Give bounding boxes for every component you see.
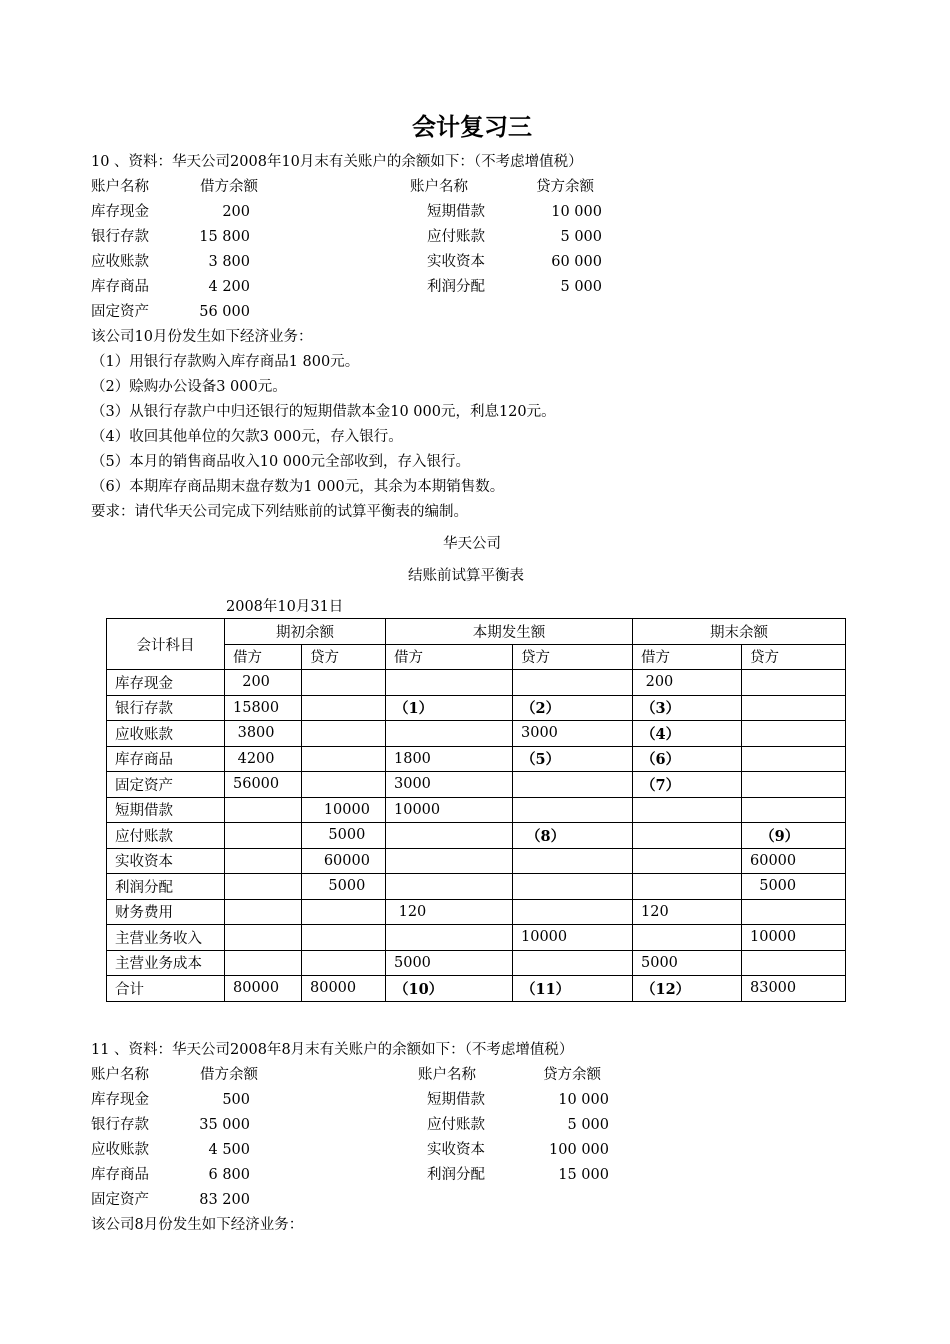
amount-cell: （7）	[633, 772, 742, 798]
q11-credit-amount: 10 000	[558, 1092, 609, 1108]
q10-transaction: （3）从银行存款户中归还银行的短期借款本金10 000元，利息120元。	[91, 404, 556, 420]
table-row	[107, 746, 846, 772]
q11-business-intro: 该公司8月份发生如下经济业务：	[91, 1217, 304, 1233]
q10-credit-name: 实收资本	[427, 254, 485, 270]
q10-credit-name: 短期借款	[427, 204, 485, 220]
amount-cell	[302, 925, 386, 951]
q11-credit-amount: 5 000	[567, 1117, 609, 1133]
q11-left-header-amount: 借方余额	[200, 1067, 258, 1083]
amount-cell	[386, 670, 513, 696]
amount-cell	[225, 950, 302, 976]
q10-transaction: （4）收回其他单位的欠款3 000元，存入银行。	[91, 429, 403, 445]
q10-requirement: 要求：请代华天公司完成下列结账前的试算平衡表的编制。	[91, 504, 468, 520]
account-name-cell: 短期借款	[107, 797, 225, 823]
amount-cell: 3000	[386, 772, 513, 798]
q11-debit-amount: 6 800	[208, 1167, 250, 1183]
amount-cell	[386, 848, 513, 874]
q10-intro: 10 、资料：华天公司2008年10月末有关账户的余额如下：（不考虑增值税）	[91, 154, 583, 170]
amount-cell: 3800	[225, 721, 302, 747]
amount-cell	[742, 950, 846, 976]
q11-intro: 11 、资料：华天公司2008年8月末有关账户的余额如下：（不考虑增值税）	[91, 1042, 574, 1058]
amount-cell	[225, 899, 302, 925]
q11-credit-amount: 100 000	[549, 1142, 609, 1158]
q10-transaction: （6）本期库存商品期末盘存数为1 000元，其余为本期销售数。	[91, 479, 505, 495]
amount-cell: 5000	[302, 874, 386, 900]
table-row	[107, 899, 846, 925]
q10-credit-amount: 60 000	[551, 254, 602, 270]
page-title: 会计复习三	[412, 113, 532, 141]
amount-cell: 60000	[302, 848, 386, 874]
amount-cell	[633, 848, 742, 874]
q10-credit-name: 应付账款	[427, 229, 485, 245]
q10-debit-amount: 200	[222, 204, 250, 220]
q11-credit-name: 应付账款	[427, 1117, 485, 1133]
amount-cell: 80000	[302, 976, 386, 1002]
table-row	[107, 721, 846, 747]
amount-cell: 15800	[225, 695, 302, 721]
amount-cell: （3）	[633, 695, 742, 721]
sub-header-credit: 贷方	[302, 644, 386, 670]
amount-cell: 4200	[225, 746, 302, 772]
table-row	[107, 950, 846, 976]
q10-right-header-name: 账户名称	[410, 179, 468, 195]
q11-debit-name: 固定资产	[91, 1192, 149, 1208]
q10-debit-amount: 3 800	[208, 254, 250, 270]
q10-debit-amount: 4 200	[208, 279, 250, 295]
amount-cell: 10000	[742, 925, 846, 951]
amount-cell	[742, 670, 846, 696]
amount-cell	[633, 925, 742, 951]
q10-left-header-name: 账户名称	[91, 179, 149, 195]
q10-debit-name: 库存商品	[91, 279, 149, 295]
sub-header-credit: 贷方	[742, 644, 846, 670]
amount-cell: 80000	[225, 976, 302, 1002]
table-row	[107, 848, 846, 874]
group-header-opening: 期初余额	[225, 619, 386, 645]
q11-debit-name: 银行存款	[91, 1117, 149, 1133]
amount-cell	[225, 823, 302, 849]
account-name-cell: 利润分配	[107, 874, 225, 900]
table-title: 结账前试算平衡表	[408, 568, 524, 584]
amount-cell: 3000	[513, 721, 633, 747]
q10-credit-amount: 10 000	[551, 204, 602, 220]
q11-credit-amount: 15 000	[558, 1167, 609, 1183]
amount-cell	[302, 772, 386, 798]
amount-cell	[513, 848, 633, 874]
table-row	[107, 670, 846, 696]
q11-right-header-amount: 贷方余额	[543, 1067, 601, 1083]
q11-debit-name: 库存现金	[91, 1092, 149, 1108]
q11-debit-name: 应收账款	[91, 1142, 149, 1158]
amount-cell	[742, 772, 846, 798]
q10-debit-name: 库存现金	[91, 204, 149, 220]
sub-header-credit: 贷方	[513, 644, 633, 670]
sub-header-debit: 借方	[633, 644, 742, 670]
amount-cell	[225, 925, 302, 951]
amount-cell: 1800	[386, 746, 513, 772]
q10-debit-name: 银行存款	[91, 229, 149, 245]
q11-debit-amount: 500	[222, 1092, 250, 1108]
amount-cell: 120	[633, 899, 742, 925]
q11-credit-name: 短期借款	[427, 1092, 485, 1108]
q11-debit-amount: 83 200	[199, 1192, 250, 1208]
amount-cell: 10000	[386, 797, 513, 823]
q10-credit-amount: 5 000	[560, 229, 602, 245]
q10-right-header-amount: 贷方余额	[536, 179, 594, 195]
account-name-cell: 库存现金	[107, 670, 225, 696]
account-name-cell: 库存商品	[107, 746, 225, 772]
amount-cell: 200	[225, 670, 302, 696]
q10-debit-amount: 56 000	[199, 304, 250, 320]
amount-cell: 5000	[302, 823, 386, 849]
amount-cell	[513, 950, 633, 976]
amount-cell: （5）	[513, 746, 633, 772]
group-header-period: 本期发生额	[386, 619, 633, 645]
amount-cell: 83000	[742, 976, 846, 1002]
amount-cell	[302, 695, 386, 721]
amount-cell	[386, 823, 513, 849]
account-name-cell: 财务费用	[107, 899, 225, 925]
q10-debit-amount: 15 800	[199, 229, 250, 245]
amount-cell	[302, 670, 386, 696]
q10-transaction: （5）本月的销售商品收入10 000元全部收到，存入银行。	[91, 454, 470, 470]
col-subject-header: 会计科目	[107, 619, 225, 670]
account-name-cell: 固定资产	[107, 772, 225, 798]
table-row	[107, 976, 846, 1002]
sub-header-debit: 借方	[386, 644, 513, 670]
q11-right-header-name: 账户名称	[418, 1067, 476, 1083]
amount-cell	[386, 874, 513, 900]
q10-left-header-amount: 借方余额	[200, 179, 258, 195]
amount-cell	[225, 797, 302, 823]
account-name-cell: 主营业务成本	[107, 950, 225, 976]
amount-cell: 5000	[633, 950, 742, 976]
table-row	[107, 772, 846, 798]
amount-cell	[513, 899, 633, 925]
amount-cell	[302, 899, 386, 925]
amount-cell	[742, 721, 846, 747]
amount-cell	[633, 874, 742, 900]
amount-cell	[225, 848, 302, 874]
amount-cell: 60000	[742, 848, 846, 874]
amount-cell	[742, 899, 846, 925]
q10-debit-name: 固定资产	[91, 304, 149, 320]
account-name-cell: 主营业务收入	[107, 925, 225, 951]
table-row	[107, 695, 846, 721]
table-row	[107, 925, 846, 951]
amount-cell	[742, 695, 846, 721]
amount-cell: （4）	[633, 721, 742, 747]
q10-business-intro: 该公司10月份发生如下经济业务：	[91, 329, 313, 345]
amount-cell	[302, 721, 386, 747]
q11-debit-name: 库存商品	[91, 1167, 149, 1183]
amount-cell	[302, 746, 386, 772]
amount-cell: （10）	[386, 976, 513, 1002]
amount-cell: 10000	[302, 797, 386, 823]
q11-left-header-name: 账户名称	[91, 1067, 149, 1083]
q11-debit-amount: 4 500	[208, 1142, 250, 1158]
amount-cell: （9）	[742, 823, 846, 849]
account-name-cell: 应收账款	[107, 721, 225, 747]
amount-cell	[386, 721, 513, 747]
account-name-cell: 银行存款	[107, 695, 225, 721]
q11-credit-name: 实收资本	[427, 1142, 485, 1158]
amount-cell	[513, 772, 633, 798]
table-body	[107, 670, 846, 1002]
amount-cell	[225, 874, 302, 900]
amount-cell	[633, 797, 742, 823]
q10-transaction: （1）用银行存款购入库存商品1 800元。	[91, 354, 360, 370]
account-name-cell: 应付账款	[107, 823, 225, 849]
amount-cell	[386, 925, 513, 951]
amount-cell: （11）	[513, 976, 633, 1002]
amount-cell: 56000	[225, 772, 302, 798]
amount-cell: 120	[386, 899, 513, 925]
q10-credit-name: 利润分配	[427, 279, 485, 295]
amount-cell: （12）	[633, 976, 742, 1002]
sub-header-debit: 借方	[225, 644, 302, 670]
table-date: 2008年10月31日	[226, 599, 344, 615]
q10-transaction: （2）赊购办公设备3 000元。	[91, 379, 287, 395]
q11-credit-name: 利润分配	[427, 1167, 485, 1183]
amount-cell	[742, 746, 846, 772]
q10-credit-amount: 5 000	[560, 279, 602, 295]
amount-cell: 5000	[742, 874, 846, 900]
amount-cell	[513, 874, 633, 900]
q10-debit-name: 应收账款	[91, 254, 149, 270]
amount-cell: 10000	[513, 925, 633, 951]
amount-cell	[302, 950, 386, 976]
account-name-cell: 合计	[107, 976, 225, 1002]
amount-cell: （1）	[386, 695, 513, 721]
table-row	[107, 797, 846, 823]
company-name: 华天公司	[443, 536, 501, 552]
group-header-closing: 期末余额	[633, 619, 846, 645]
q11-debit-amount: 35 000	[199, 1117, 250, 1133]
amount-cell: （8）	[513, 823, 633, 849]
amount-cell	[513, 797, 633, 823]
table-row	[107, 874, 846, 900]
account-name-cell: 实收资本	[107, 848, 225, 874]
amount-cell	[513, 670, 633, 696]
table-row	[107, 823, 846, 849]
amount-cell: 200	[633, 670, 742, 696]
amount-cell: 5000	[386, 950, 513, 976]
amount-cell	[742, 797, 846, 823]
amount-cell: （6）	[633, 746, 742, 772]
amount-cell: （2）	[513, 695, 633, 721]
amount-cell	[633, 823, 742, 849]
trial-balance-table	[106, 618, 846, 1002]
